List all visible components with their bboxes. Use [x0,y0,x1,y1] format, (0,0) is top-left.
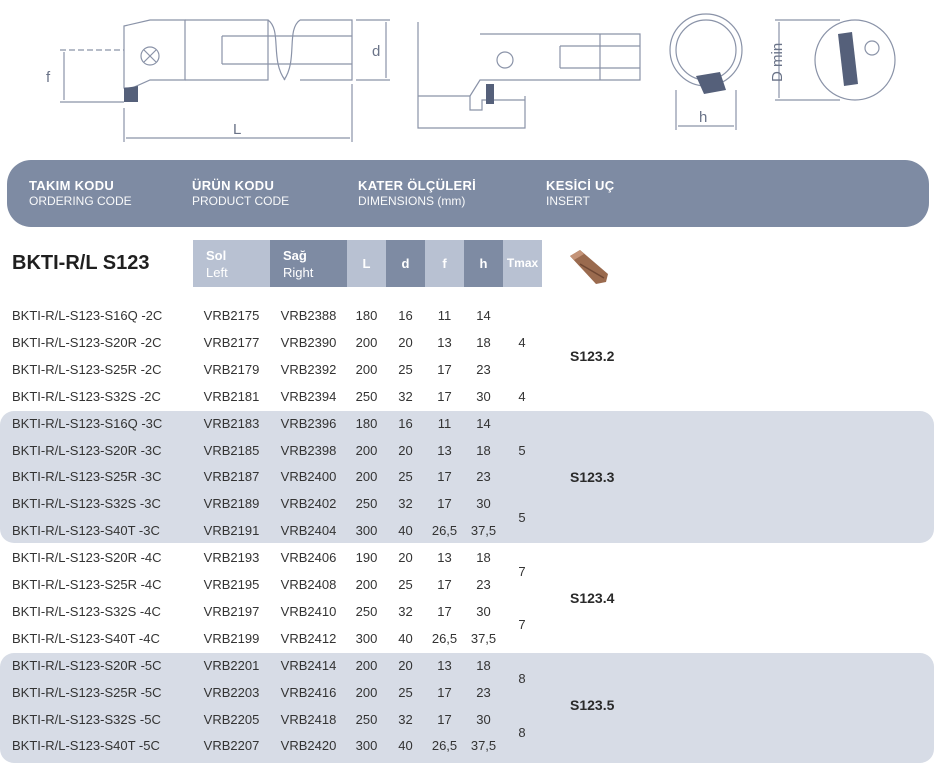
row-cell-d: 32 [398,496,413,511]
series-title: BKTI-R/L S123 [12,252,150,274]
header-ordering-code [29,178,132,209]
row-cell-right: VRB2390 [280,335,337,350]
row-ordering-code: BKTI-R/L-S123-S20R -3C [12,443,162,458]
row-cell-f: 17 [437,712,452,727]
tmax-value: 5 [518,510,526,525]
header-ordering-code-sub: ORDERING CODE [29,194,132,208]
row-cell-l: 190 [355,550,378,565]
row-cell-left: VRB2187 [203,469,260,484]
header-product-code-main: ÜRÜN KODU [192,178,275,193]
row-cell-h: 30 [476,496,491,511]
row-cell-left: VRB2199 [203,631,260,646]
row-cell-f: 13 [437,550,452,565]
row-cell-left: VRB2189 [203,496,260,511]
row-cell-left: VRB2201 [203,658,260,673]
row-cell-l: 180 [355,308,378,323]
row-cell-d: 25 [398,685,413,700]
row-cell-f: 17 [437,577,452,592]
row-cell-left: VRB2185 [203,443,260,458]
holder-in-bore-drawing [418,22,640,128]
colhead-f: f [425,240,464,287]
row-cell-right: VRB2410 [280,604,337,619]
row-cell-l: 200 [355,469,378,484]
row-cell-f: 11 [437,308,452,323]
row-cell-l: 200 [355,658,378,673]
row-cell-f: 13 [437,335,452,350]
header-ordering-code-main: TAKIM KODU [29,178,115,193]
row-cell-h: 23 [476,469,491,484]
row-cell-d: 32 [398,712,413,727]
row-cell-h: 37,5 [470,631,497,646]
row-cell-right: VRB2400 [280,469,337,484]
row-cell-right: VRB2398 [280,443,337,458]
row-cell-d: 40 [398,738,413,753]
row-cell-h: 37,5 [470,523,497,538]
row-cell-l: 200 [355,335,378,350]
row-ordering-code: BKTI-R/L-S123-S32S -3C [12,496,161,511]
row-cell-l: 200 [355,685,378,700]
header-dimensions-main: KATER ÖLÇÜLERİ [358,178,477,193]
header-insert-main: KESİCİ UÇ [546,178,615,193]
row-cell-l: 200 [355,577,378,592]
row-cell-right: VRB2420 [280,738,337,753]
row-cell-l: 300 [355,523,378,538]
row-cell-f: 17 [437,604,452,619]
header-dimensions [358,178,476,209]
insert-label: S123.4 [570,590,615,606]
row-cell-l: 250 [355,712,378,727]
row-cell-h: 23 [476,362,491,377]
row-ordering-code: BKTI-R/L-S123-S20R -2C [12,335,162,350]
technical-drawings [0,0,936,150]
row-cell-left: VRB2203 [203,685,260,700]
row-cell-h: 37,5 [470,738,497,753]
row-cell-d: 20 [398,658,413,673]
row-cell-l: 300 [355,631,378,646]
row-cell-d: 16 [398,416,413,431]
row-cell-h: 14 [476,308,491,323]
row-cell-f: 26,5 [431,631,458,646]
row-cell-f: 26,5 [431,523,458,538]
row-cell-d: 32 [398,604,413,619]
row-cell-h: 18 [476,550,491,565]
row-cell-f: 26,5 [431,738,458,753]
row-ordering-code: BKTI-R/L-S123-S16Q -3C [12,416,163,431]
row-cell-l: 250 [355,496,378,511]
header-insert-sub: INSERT [546,194,590,208]
row-cell-d: 25 [398,469,413,484]
row-cell-right: VRB2406 [280,550,337,565]
row-cell-d: 25 [398,362,413,377]
dim-label-d: d [372,43,381,60]
header-product-code [192,178,289,209]
row-cell-right: VRB2412 [280,631,337,646]
tmax-value: 7 [518,564,526,579]
dim-label-h: h [699,109,708,126]
row-ordering-code: BKTI-R/L-S123-S25R -2C [12,362,162,377]
row-cell-left: VRB2183 [203,416,260,431]
holder-side-view-drawing [60,20,390,142]
insert-label: S123.3 [570,469,615,485]
row-ordering-code: BKTI-R/L-S123-S40T -5C [12,738,160,753]
dim-label-f: f [46,69,51,86]
row-cell-f: 17 [437,362,452,377]
insert-label: S123.2 [570,348,615,364]
row-ordering-code: BKTI-R/L-S123-S32S -2C [12,389,161,404]
row-cell-left: VRB2191 [203,523,260,538]
colhead-right-en: Right [283,265,314,280]
colhead-d: d [386,240,425,287]
row-cell-d: 16 [398,308,413,323]
row-cell-l: 250 [355,604,378,619]
row-cell-h: 18 [476,335,491,350]
row-cell-h: 30 [476,389,491,404]
table-header-bar [7,160,929,227]
row-cell-h: 30 [476,604,491,619]
row-cell-right: VRB2388 [280,308,337,323]
row-cell-right: VRB2402 [280,496,337,511]
row-cell-f: 11 [437,416,452,431]
row-cell-f: 17 [437,685,452,700]
row-cell-right: VRB2394 [280,389,337,404]
row-cell-h: 18 [476,443,491,458]
row-cell-h: 30 [476,712,491,727]
row-cell-left: VRB2181 [203,389,260,404]
row-cell-right: VRB2418 [280,712,337,727]
row-cell-h: 23 [476,685,491,700]
row-cell-d: 40 [398,631,413,646]
row-cell-d: 40 [398,523,413,538]
tmax-value: 5 [518,443,526,458]
row-cell-left: VRB2195 [203,577,260,592]
row-cell-left: VRB2207 [203,738,260,753]
row-cell-f: 13 [437,658,452,673]
header-dimensions-sub: DIMENSIONS (mm) [358,194,466,208]
dim-label-L: L [233,121,242,138]
row-ordering-code: BKTI-R/L-S123-S40T -3C [12,523,160,538]
row-cell-left: VRB2193 [203,550,260,565]
row-cell-right: VRB2414 [280,658,337,673]
row-cell-left: VRB2175 [203,308,260,323]
row-ordering-code: BKTI-R/L-S123-S20R -4C [12,550,162,565]
tmax-value: 4 [518,335,526,350]
insert-label: S123.5 [570,697,615,713]
row-cell-d: 32 [398,389,413,404]
colhead-right [270,240,347,287]
row-cell-f: 17 [437,469,452,484]
row-cell-d: 20 [398,443,413,458]
row-cell-f: 17 [437,496,452,511]
row-cell-h: 18 [476,658,491,673]
row-ordering-code: BKTI-R/L-S123-S25R -4C [12,577,162,592]
row-ordering-code: BKTI-R/L-S123-S32S -5C [12,712,161,727]
row-ordering-code: BKTI-R/L-S123-S40T -4C [12,631,160,646]
colhead-h: h [464,240,503,287]
row-cell-right: VRB2408 [280,577,337,592]
row-cell-l: 200 [355,362,378,377]
row-cell-right: VRB2392 [280,362,337,377]
row-cell-left: VRB2197 [203,604,260,619]
row-cell-left: VRB2177 [203,335,260,350]
row-cell-l: 180 [355,416,378,431]
row-cell-left: VRB2179 [203,362,260,377]
row-ordering-code: BKTI-R/L-S123-S25R -5C [12,685,162,700]
tmax-value: 8 [518,725,526,740]
row-ordering-code: BKTI-R/L-S123-S16Q -2C [12,308,163,323]
row-cell-d: 20 [398,335,413,350]
header-insert [546,178,614,209]
tmax-value: 8 [518,671,526,686]
row-cell-d: 20 [398,550,413,565]
colhead-tmax: Tmax [503,240,542,287]
tmax-value: 7 [518,617,526,632]
colhead-right-tr: Sağ [283,248,307,263]
row-cell-d: 25 [398,577,413,592]
row-ordering-code: BKTI-R/L-S123-S20R -5C [12,658,162,673]
row-cell-l: 300 [355,738,378,753]
row-cell-h: 23 [476,577,491,592]
row-ordering-code: BKTI-R/L-S123-S32S -4C [12,604,161,619]
row-cell-f: 13 [437,443,452,458]
row-cell-h: 14 [476,416,491,431]
grooving-insert-icon [566,244,612,286]
colhead-left [193,240,270,287]
row-cell-f: 17 [437,389,452,404]
colhead-L: L [347,240,386,287]
row-cell-left: VRB2205 [203,712,260,727]
row-cell-l: 250 [355,389,378,404]
row-cell-right: VRB2396 [280,416,337,431]
header-product-code-sub: PRODUCT CODE [192,194,290,208]
row-ordering-code: BKTI-R/L-S123-S25R -3C [12,469,162,484]
bore-min-diameter-drawing [775,20,895,100]
tmax-value: 4 [518,389,526,404]
dim-label-dmin: D min [769,42,786,82]
row-cell-right: VRB2404 [280,523,337,538]
row-cell-right: VRB2416 [280,685,337,700]
colhead-left-tr: Sol [206,248,227,263]
row-cell-l: 200 [355,443,378,458]
colhead-left-en: Left [206,265,228,280]
